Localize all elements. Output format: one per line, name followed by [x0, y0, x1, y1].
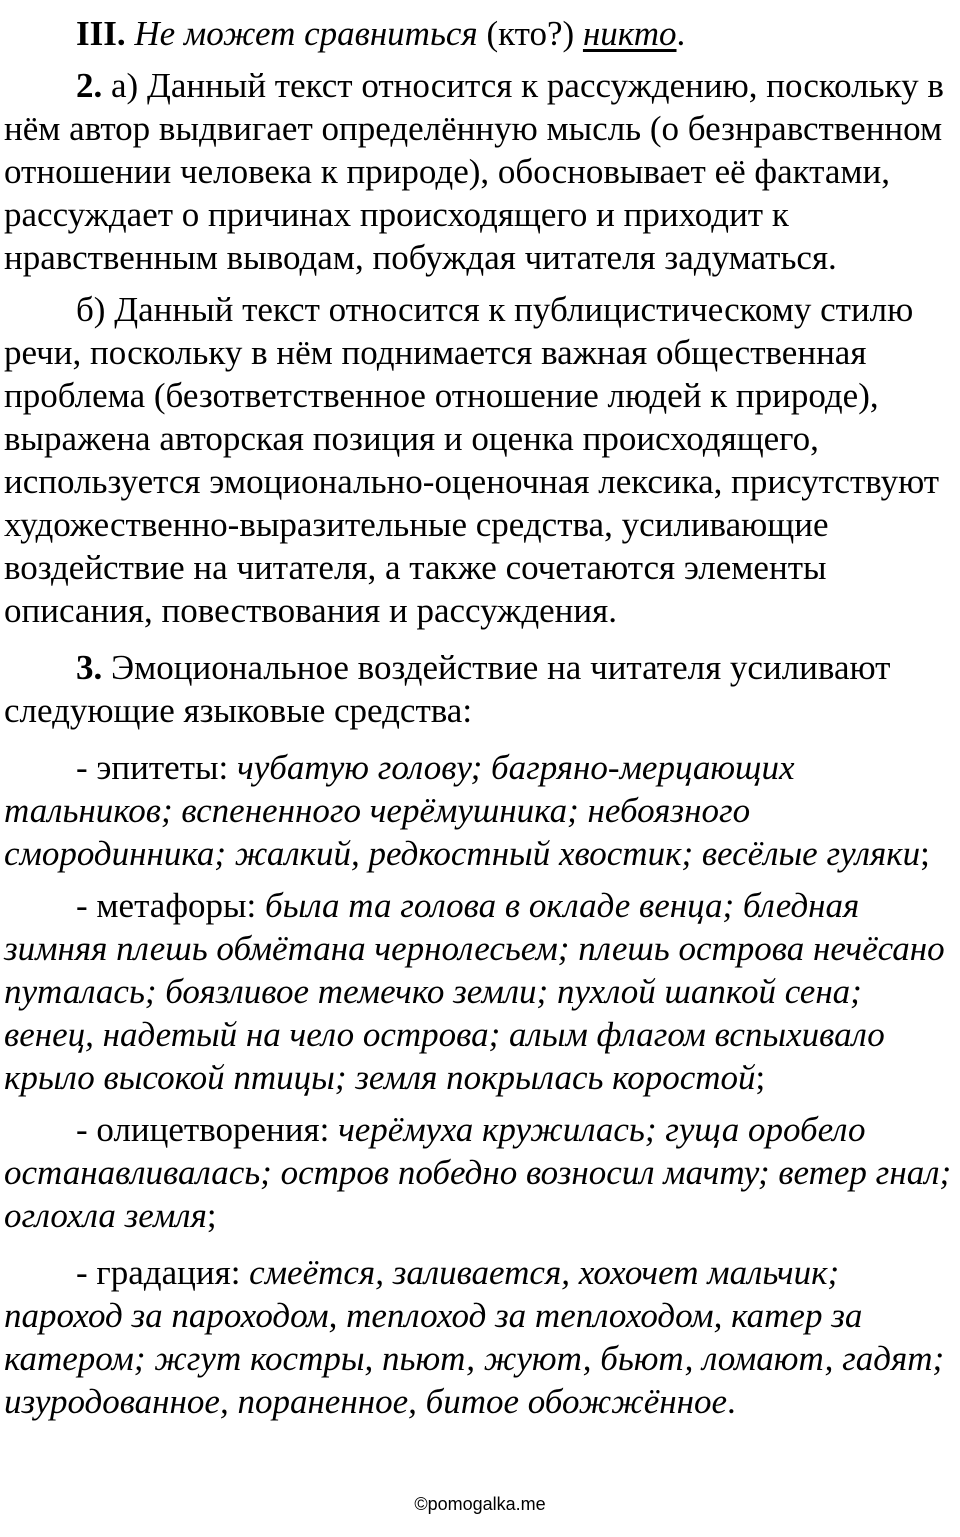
section3-line	[4, 12, 958, 55]
device-label: - олицетворения:	[76, 1110, 339, 1149]
task2-a-text: а) Данный текст относится к рассуждению, поскольку в нём автор выдвигает определённую мысль (о безнравственном отношении человека к природе), обосновывает её фактами, рассуждает о причинах происходящего и приходит к нравственным выводам, побуждая читателя задуматься.	[4, 66, 944, 277]
device-examples: была та голова в окладе венца; бледная зимняя плешь обмётана чернолесьем; плешь острова нечёсано путалась; боязливое темечко земли; пухлой шапкой сена; венец, надетый на чело острова; алым флагом вспыхивало крыло высокой птицы; земля покрылась коростой	[4, 886, 945, 1097]
section-question-prompt: (кто?)	[486, 14, 575, 53]
device-end: .	[727, 1382, 736, 1421]
watermark: ©pomogalka.me	[370, 1494, 590, 1514]
task2-number: 2.	[76, 66, 103, 105]
task2-b-paragraph	[4, 288, 958, 632]
device-gradation	[4, 1251, 958, 1423]
device-end: ;	[755, 1058, 766, 1097]
device-label: - градация:	[76, 1253, 250, 1292]
task2-a-paragraph	[4, 64, 958, 279]
device-examples: черёмуха кружилась; гуща оробело останавливалась; остров победно возносил мачту; ветер гнал; оглохла земля	[4, 1110, 952, 1235]
section-answer: никто	[582, 14, 677, 53]
device-epithets	[4, 746, 958, 875]
device-label: - эпитеты:	[76, 748, 238, 787]
document-page	[4, 12, 958, 1423]
task3-text: Эмоциональное воздействие на читателя усиливают следующие языковые средства:	[4, 648, 891, 730]
device-end: ;	[920, 834, 930, 873]
device-examples: чубатую голову; багряно-мерцающих тальников; вспененного черёмушника; небоязного смородинника; жалкий, редкостный хвостик; весёлые гуляки	[4, 748, 921, 873]
device-examples: смеётся, заливается, хохочет мальчик; пароход за пароходом, теплоход за теплоходом, катер за катером; жгут костры, пьют, жуют, бьют, ломают, гадят; изуродованное, пораненное, битое обожжённое	[4, 1253, 945, 1421]
device-metaphors	[4, 884, 958, 1099]
section-question-text: Не может сравниться	[134, 14, 478, 53]
task3-number: 3.	[76, 648, 103, 687]
task3-paragraph	[4, 646, 958, 732]
section-end-punct: .	[676, 14, 686, 53]
device-label: - метафоры:	[76, 886, 266, 925]
section-numeral: III.	[76, 14, 126, 53]
device-personifications	[4, 1108, 958, 1237]
device-end: ;	[206, 1196, 217, 1235]
task2-b-text: б) Данный текст относится к публицистическому стилю речи, поскольку в нём поднимается важная общественная проблема (безответственное отношение людей к природе), выражена авторская позиция и оценка происходящего, используется эмоционально-оценочная лексика, присутствуют художественно-выразительные средства, усиливающие воздействие на читателя, а также сочетаются элементы описания, повествования и рассуждения.	[4, 290, 940, 630]
